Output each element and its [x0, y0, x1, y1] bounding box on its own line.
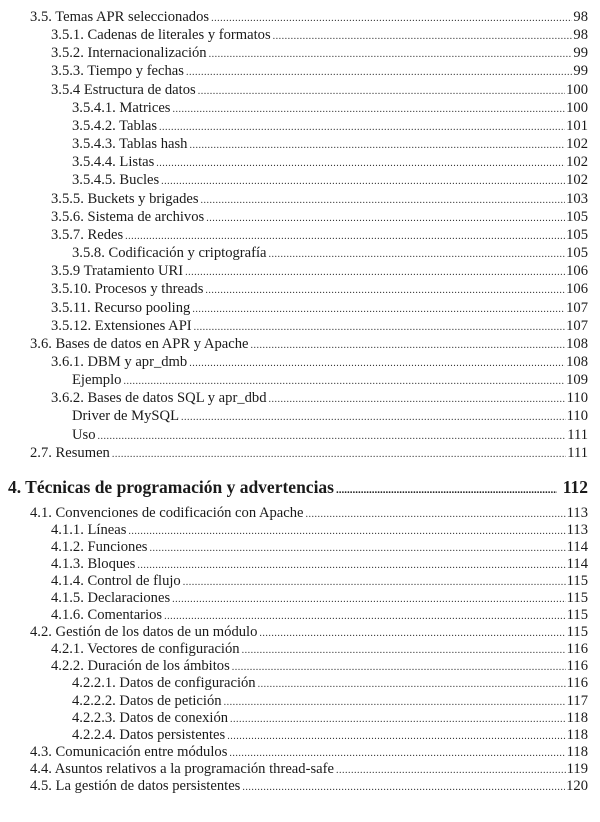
toc-entry[interactable]: [0, 26, 600, 44]
toc-entry-page: 106: [566, 281, 588, 298]
toc-entry-page: 98: [573, 9, 588, 25]
toc-entry[interactable]: [0, 675, 600, 692]
toc-entry[interactable]: [0, 44, 600, 62]
dot-leader: [306, 506, 566, 523]
toc-entry-title: 3.5. Temas APR seleccionados: [30, 9, 210, 25]
toc-entry[interactable]: [0, 407, 600, 425]
dot-leader: [205, 282, 565, 300]
dot-leader: [172, 591, 566, 608]
toc-entry-title: 4.1.4. Control de flujo: [51, 573, 181, 590]
toc-entry-title: 4.1.2. Funciones: [51, 539, 148, 556]
toc-chapter-heading[interactable]: [8, 477, 588, 498]
toc-entry-title: 4.4. Asuntos relativos a la programación thread-safe: [30, 760, 334, 777]
toc-entry-title: 3.5.4.2. Tablas: [72, 117, 158, 134]
toc-entry-title: 3.5.3. Tiempo y fechas: [51, 63, 184, 80]
dot-leader: [192, 301, 565, 319]
toc-entry[interactable]: [0, 135, 600, 153]
dot-leader: [173, 101, 566, 119]
toc-entry-page: 99: [573, 63, 588, 80]
toc-entry[interactable]: [0, 299, 600, 317]
toc-entry[interactable]: [0, 371, 600, 389]
toc-entry[interactable]: [0, 190, 600, 208]
toc-entry-page: 102: [566, 172, 588, 189]
dot-leader: [189, 355, 565, 373]
chapter-page: 112: [562, 477, 588, 497]
dot-leader: [206, 210, 565, 228]
dot-leader: [161, 173, 565, 191]
toc-entry[interactable]: [0, 244, 600, 262]
toc-entry[interactable]: [0, 556, 600, 573]
toc-entry-title: 4.2.1. Vectores de configuración: [51, 641, 240, 658]
toc-entry-page: 100: [566, 81, 588, 98]
dot-leader: [258, 676, 566, 693]
toc-entry-page: 103: [566, 190, 588, 207]
toc-entry-page: 108: [566, 353, 588, 370]
toc-entry-page: 100: [566, 99, 588, 116]
dot-leader: [128, 523, 565, 540]
dot-leader: [185, 264, 565, 282]
toc-entry[interactable]: [0, 727, 600, 744]
toc-entry-page: 109: [566, 372, 588, 389]
toc-entry[interactable]: [0, 658, 600, 675]
toc-entry-page: 107: [566, 317, 588, 334]
toc-entry-title: 3.5.4.3. Tablas hash: [72, 136, 188, 153]
toc-entry-title: 3.6. Bases de datos en APR y Apache: [30, 335, 249, 352]
toc-entry[interactable]: [0, 171, 600, 189]
toc-entry-title: 3.5.11. Recurso pooling: [51, 299, 191, 316]
toc-entry-title: 4.5. La gestión de datos persistentes: [30, 777, 241, 794]
toc-entry-title: 4.2. Gestión de los datos de un módulo: [30, 624, 258, 641]
dot-leader: [273, 28, 573, 46]
toc-entry-page: 118: [566, 743, 588, 760]
toc-entry-page: 115: [566, 624, 588, 641]
toc-entry[interactable]: [0, 573, 600, 590]
dot-leader: [112, 446, 566, 464]
toc-entry-title: Ejemplo: [72, 372, 122, 389]
toc-entry[interactable]: [0, 761, 600, 778]
toc-entry-page: 119: [566, 760, 588, 777]
toc-entry-title: 4.3. Comunicación entre módulos: [30, 743, 228, 760]
toc-entry-page: 110: [566, 408, 588, 425]
toc-entry-page: 105: [566, 208, 588, 225]
dot-leader: [336, 484, 557, 496]
toc-section-3: [0, 8, 600, 462]
toc-entry-title: 3.5.8. Codificación y criptografía: [72, 245, 267, 262]
dot-leader: [242, 779, 565, 796]
dot-leader: [242, 642, 566, 659]
toc-entry-title: 3.5.5. Buckets y brigades: [51, 190, 199, 207]
toc-entry[interactable]: [0, 353, 600, 371]
dot-leader: [189, 137, 565, 155]
toc-entry-page: 118: [566, 709, 588, 726]
dot-leader: [259, 625, 565, 642]
toc-entry-title: 3.5.2. Internacionalización: [51, 45, 207, 62]
toc-entry-page: 115: [566, 590, 588, 607]
toc-entry[interactable]: [0, 693, 600, 710]
dot-leader: [209, 46, 573, 64]
toc-entry[interactable]: [0, 607, 600, 624]
toc-entry[interactable]: [0, 505, 600, 522]
toc-entry[interactable]: [0, 335, 600, 353]
toc-entry[interactable]: [0, 226, 600, 244]
toc-entry[interactable]: [0, 117, 600, 135]
toc-entry-page: 117: [566, 692, 588, 709]
toc-entry-title: 3.5.4.4. Listas: [72, 154, 155, 171]
dot-leader: [164, 608, 566, 625]
dot-leader: [149, 540, 565, 557]
toc-entry[interactable]: [0, 710, 600, 727]
toc-entry-title: 3.5.4.1. Matrices: [72, 99, 171, 116]
toc-entry-title: 4.1. Convenciones de codificación con Apache: [30, 505, 304, 521]
dot-leader: [224, 694, 566, 711]
toc-entry-title: 4.1.1. Líneas: [51, 522, 127, 539]
toc-entry-title: 4.1.3. Bloques: [51, 556, 136, 573]
toc-entry-page: 118: [566, 726, 588, 743]
toc-entry-title: 4.2.2.3. Datos de conexión: [72, 709, 229, 726]
dot-leader: [137, 557, 565, 574]
toc-entry-title: 4.2.2.4. Datos persistentes: [72, 726, 226, 743]
toc-entry-page: 116: [566, 658, 588, 675]
toc-entry-page: 107: [566, 299, 588, 316]
toc-entry-page: 116: [566, 641, 588, 658]
dot-leader: [186, 64, 572, 82]
toc-entry[interactable]: [0, 522, 600, 539]
toc-entry-page: 115: [566, 573, 588, 590]
dot-leader: [98, 428, 567, 446]
toc-entry[interactable]: [0, 426, 600, 444]
toc-entry-title: 3.5.9 Tratamiento URI: [51, 263, 184, 280]
toc-entry[interactable]: [0, 641, 600, 658]
toc-entry[interactable]: [0, 744, 600, 761]
toc-entry-page: 105: [566, 226, 588, 243]
toc-entry-title: 2.7. Resumen: [30, 444, 110, 461]
dot-leader: [232, 659, 566, 676]
dot-leader: [250, 337, 565, 355]
dot-leader: [201, 192, 566, 210]
toc-entry[interactable]: [0, 539, 600, 556]
toc-entry-title: 4.2.2.1. Datos de configuración: [72, 675, 256, 692]
dot-leader: [336, 762, 566, 779]
toc-entry[interactable]: [0, 389, 600, 407]
toc-entry-page: 105: [566, 245, 588, 262]
toc-entry[interactable]: [0, 317, 600, 335]
toc-entry-page: 113: [566, 522, 588, 539]
toc-entry-title: 3.5.6. Sistema de archivos: [51, 208, 205, 225]
toc-entry-title: 4.1.5. Declaraciones: [51, 590, 171, 607]
toc-entry[interactable]: [0, 444, 600, 462]
dot-leader: [181, 409, 566, 427]
toc-entry[interactable]: [0, 153, 600, 171]
toc-entry[interactable]: [0, 208, 600, 226]
chapter-title: 4. Técnicas de programación y advertencias: [8, 477, 334, 497]
toc-entry-title: 3.5.7. Redes: [51, 226, 124, 243]
toc-entry-page: 111: [567, 426, 588, 443]
toc-entry-title: 3.5.4.5. Bucles: [72, 172, 160, 189]
toc-entry-page: 115: [566, 607, 588, 624]
toc-entry-page: 110: [566, 390, 588, 407]
toc-entry-page: 113: [566, 505, 588, 521]
toc-entry-page: 120: [566, 777, 588, 794]
dot-leader: [156, 155, 565, 173]
toc-entry[interactable]: [0, 62, 600, 80]
toc-entry-title: 4.1.6. Comentarios: [51, 607, 163, 624]
dot-leader: [230, 711, 566, 728]
dot-leader: [269, 391, 566, 409]
toc-entry-page: 111: [567, 444, 588, 461]
toc-entry[interactable]: [0, 262, 600, 280]
dot-leader: [229, 745, 565, 762]
toc-entry-title: Uso: [72, 426, 96, 443]
toc-entry-page: 106: [566, 263, 588, 280]
toc-entry[interactable]: [0, 99, 600, 117]
toc-entry-page: 98: [573, 27, 588, 44]
toc-entry-title: 3.5.1. Cadenas de literales y formatos: [51, 27, 271, 44]
toc-entry[interactable]: [0, 590, 600, 607]
toc-entry-page: 102: [566, 154, 588, 171]
toc-entry-page: 116: [566, 675, 588, 692]
toc-entry-title: Driver de MySQL: [72, 408, 180, 425]
toc-entry-page: 101: [566, 117, 588, 134]
toc-entry-title: 3.5.4 Estructura de datos: [51, 81, 196, 98]
toc-entry-title: 3.6.2. Bases de datos SQL y apr_dbd: [51, 390, 267, 407]
toc-entry-title: 3.6.1. DBM y apr_dmb: [51, 353, 188, 370]
dot-leader: [198, 83, 565, 101]
toc-entry[interactable]: [0, 624, 600, 641]
toc-entry[interactable]: [0, 81, 600, 99]
toc-entry[interactable]: [0, 8, 600, 26]
toc-entry-title: 3.5.12. Extensiones API: [51, 317, 192, 334]
dot-leader: [227, 728, 565, 745]
toc-entry-page: 114: [566, 539, 588, 556]
dot-leader: [269, 246, 566, 264]
dot-leader: [183, 574, 566, 591]
toc-entry-title: 4.2.2.2. Datos de petición: [72, 692, 222, 709]
toc-entry-page: 99: [573, 45, 588, 62]
toc-entry-page: 102: [566, 136, 588, 153]
toc-entry[interactable]: [0, 280, 600, 298]
toc-entry-page: 108: [566, 335, 588, 352]
toc-section-4: [0, 505, 600, 795]
dot-leader: [159, 119, 565, 137]
toc-entry[interactable]: [0, 778, 600, 795]
toc-entry-title: 3.5.10. Procesos y threads: [51, 281, 204, 298]
toc-entry-page: 114: [566, 556, 588, 573]
toc-entry-title: 4.2.2. Duración de los ámbitos: [51, 658, 230, 675]
